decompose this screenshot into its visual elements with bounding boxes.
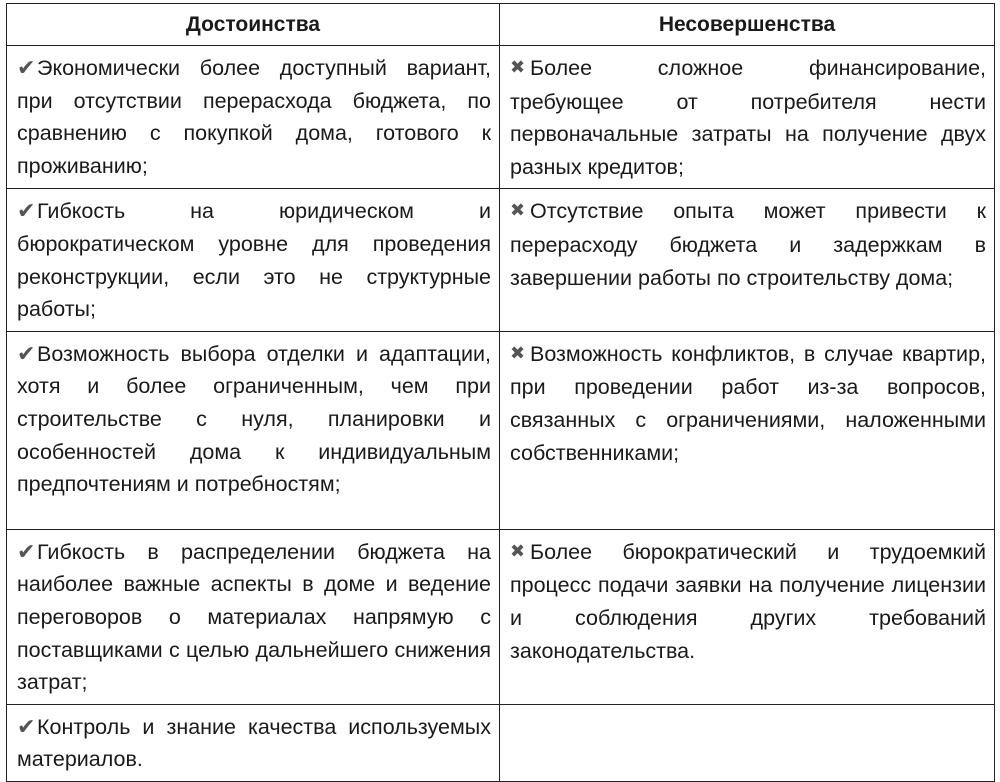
- advantage-cell: [7, 46, 500, 189]
- cross-icon: ✖: [510, 57, 526, 77]
- advantages-header: Достоинства: [7, 4, 500, 46]
- advantage-cell: [7, 529, 500, 704]
- disadvantages-header: Несовершенства: [500, 4, 995, 46]
- disadvantage-text: Отсутствие опыта может привести к перерасходу бюджета и задержкам в завершении работы по строительству дома;: [510, 199, 986, 290]
- disadvantage-cell: [500, 189, 995, 331]
- pros-cons-table: [6, 3, 995, 782]
- disadvantage-text: Более бюрократический и трудоемкий процесс подачи заявки на получение лицензии и соблюдения других требований законодательства.: [510, 539, 986, 663]
- header-row: [7, 4, 995, 46]
- advantage-text: Возможность выбора отделки и адаптации, хотя и более ограниченным, чем при строительстве с нуля, планировки и особенностей дома к индивидуальным предпочтениям и потребностям;: [17, 341, 491, 497]
- disadvantage-text: Более сложное финансирование, требующее от потребителя нести первоначальные затраты на получение двух разных кредитов;: [510, 56, 986, 179]
- table-row: [7, 331, 995, 529]
- advantage-cell: [7, 704, 500, 781]
- check-icon: ✔: [17, 340, 36, 366]
- table-row: [7, 704, 995, 781]
- advantage-cell: [7, 331, 500, 529]
- disadvantage-text: Возможность конфликтов, в случае квартир, при проведении работ из-за вопросов, связанных с ограничениями, наложенными собственниками;: [510, 341, 986, 465]
- cross-icon: ✖: [510, 540, 526, 561]
- table-row: [7, 46, 995, 189]
- disadvantage-cell: [500, 529, 995, 704]
- table-row: [7, 189, 995, 331]
- advantage-text: Экономически более доступный вариант, при отсутствии перерасхода бюджета, по сравнению с покупкой дома, готового к проживанию;: [17, 56, 491, 178]
- check-icon: ✔: [17, 198, 36, 224]
- advantage-text: Контроль и знание качества используемых материалов.: [17, 714, 491, 772]
- disadvantage-cell: [500, 331, 995, 529]
- advantage-text: Гибкость на юридическом и бюрократическом уровне для проведения реконструкции, если это не структурные работы;: [17, 199, 491, 322]
- cross-icon: ✖: [510, 200, 526, 221]
- check-icon: ✔: [17, 713, 36, 739]
- advantage-cell: [7, 189, 500, 331]
- advantage-text: Гибкость в распределении бюджета на наиболее важные аспекты в доме и ведение переговоров о материалах напрямую с поставщиками с целью дальнейшего снижения затрат;: [17, 539, 491, 695]
- cross-icon: ✖: [510, 342, 526, 363]
- disadvantage-cell: [500, 46, 995, 189]
- empty-disadvantage-cell: [500, 704, 995, 781]
- check-icon: ✔: [17, 55, 36, 80]
- check-icon: ✔: [17, 538, 36, 564]
- table-row: [7, 529, 995, 704]
